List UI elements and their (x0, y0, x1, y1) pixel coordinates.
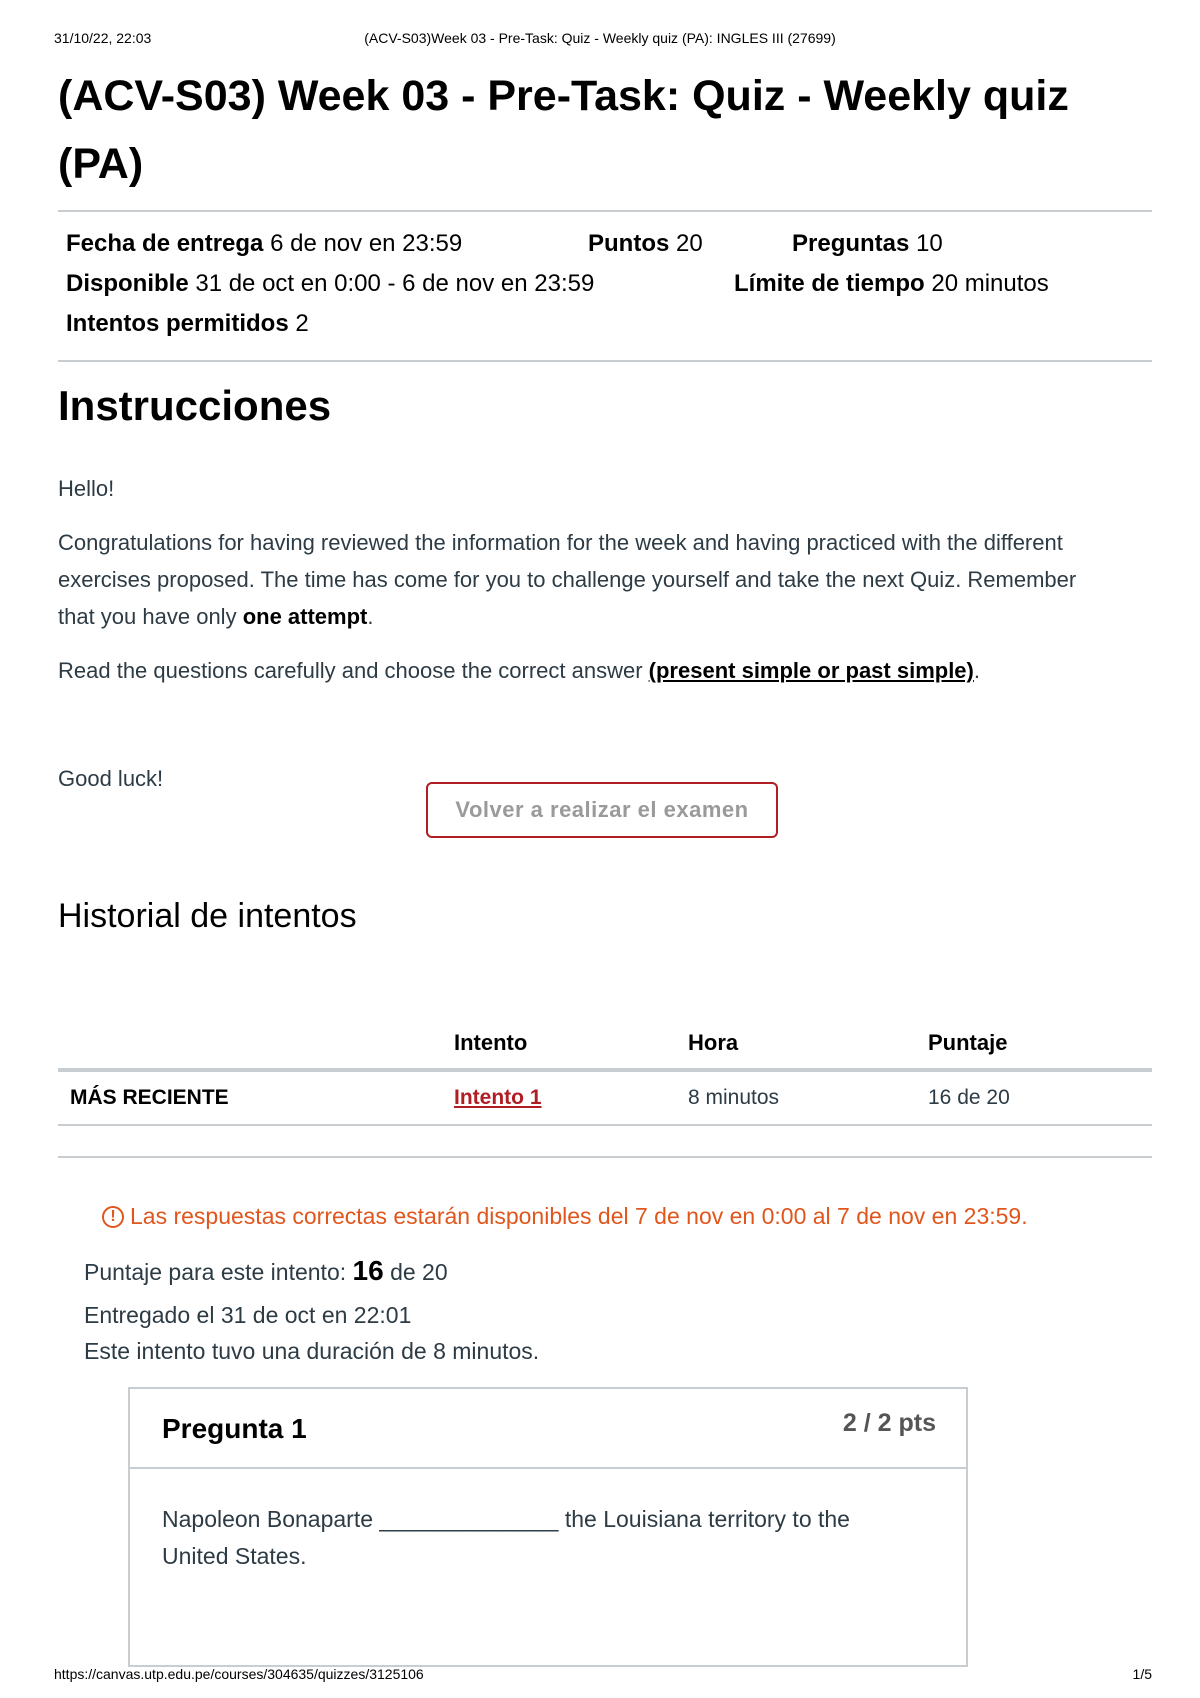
quiz-title-line1: (ACV-S03) Week 03 - Pre-Task: Quiz - Weekly quiz (58, 72, 1069, 120)
instructions-heading: Instrucciones (58, 382, 332, 429)
row-rule (58, 1124, 1152, 1126)
good-luck: Good luck! (58, 766, 164, 791)
instructions-paragraph-2: Read the questions carefully and choose the correct answer (present simple or past simple). (58, 658, 980, 683)
divider (58, 360, 1152, 362)
attempt-time: 8 minutos (688, 1086, 780, 1109)
question-1-title: Pregunta 1 (162, 1413, 307, 1444)
column-header-time: Hora (688, 1030, 739, 1055)
submitted-date: Entregado el 31 de oct en 22:01 (84, 1302, 412, 1328)
time-limit: Límite de tiempo 20 minutos (734, 270, 1049, 297)
question-1-header (130, 1389, 966, 1469)
question-1-points: 2 / 2 pts (842, 1409, 936, 1437)
answers-availability-notice (102, 1203, 1028, 1230)
availability: Disponible 31 de oct en 0:00 - 6 de nov en 23:59 (66, 270, 595, 297)
retake-quiz-button[interactable]: Volver a realizar el examen (426, 782, 778, 838)
allowed-attempts: Intentos permitidos 2 (66, 310, 309, 337)
attempt-1-link[interactable]: Intento 1 (454, 1086, 542, 1109)
due-date: Fecha de entrega 6 de nov en 23:59 (66, 230, 463, 257)
score-value: 16 (352, 1255, 384, 1286)
latest-attempt-label: MÁS RECIENTE (70, 1086, 229, 1109)
question-1-text: Napoleon Bonaparte ______________ the Louisiana territory to the United States. (162, 1506, 850, 1569)
questions-count: Preguntas 10 (792, 230, 943, 257)
print-page-title: (ACV-S03)Week 03 - Pre-Task: Quiz - Weekly quiz (PA): INGLES III (27699) (364, 30, 836, 46)
quiz-title-line2: (PA) (58, 140, 144, 188)
greeting: Hello! (58, 476, 115, 501)
column-header-score: Puntaje (928, 1030, 1008, 1055)
instructions-paragraph-1: Congratulations for having reviewed the information for the week and having practiced with the different exercises proposed. The time has come for you to challenge yourself and take the next Quiz. Remember that you have only one attempt. (58, 530, 1077, 629)
notice-text: Las respuestas correctas estarán disponibles del 7 de nov en 0:00 al 7 de nov en 23:59. (130, 1203, 1028, 1229)
quiz-details (58, 212, 1152, 360)
points: Puntos 20 (588, 230, 703, 257)
attempt-duration: Este intento tuvo una duración de 8 minutos. (84, 1338, 540, 1364)
question-1-card (128, 1387, 968, 1667)
section-rule (58, 1156, 1152, 1158)
attempt-score-summary: Puntaje para este intento: 16 de 20 (84, 1255, 448, 1286)
attempt-score: 16 de 20 (928, 1086, 1010, 1109)
print-date: 31/10/22, 22:03 (54, 30, 152, 46)
header-rule (58, 1068, 1152, 1072)
print-page-number: 1/5 (1132, 1666, 1152, 1682)
quiz-title (58, 62, 1152, 198)
print-url: https://canvas.utp.edu.pe/courses/304635/quizzes/3125106 (54, 1666, 424, 1682)
attempt-history-heading: Historial de intentos (58, 897, 357, 935)
alert-circle-icon: ! (102, 1206, 124, 1228)
column-header-attempt: Intento (454, 1030, 528, 1055)
quiz-main (58, 62, 1152, 362)
